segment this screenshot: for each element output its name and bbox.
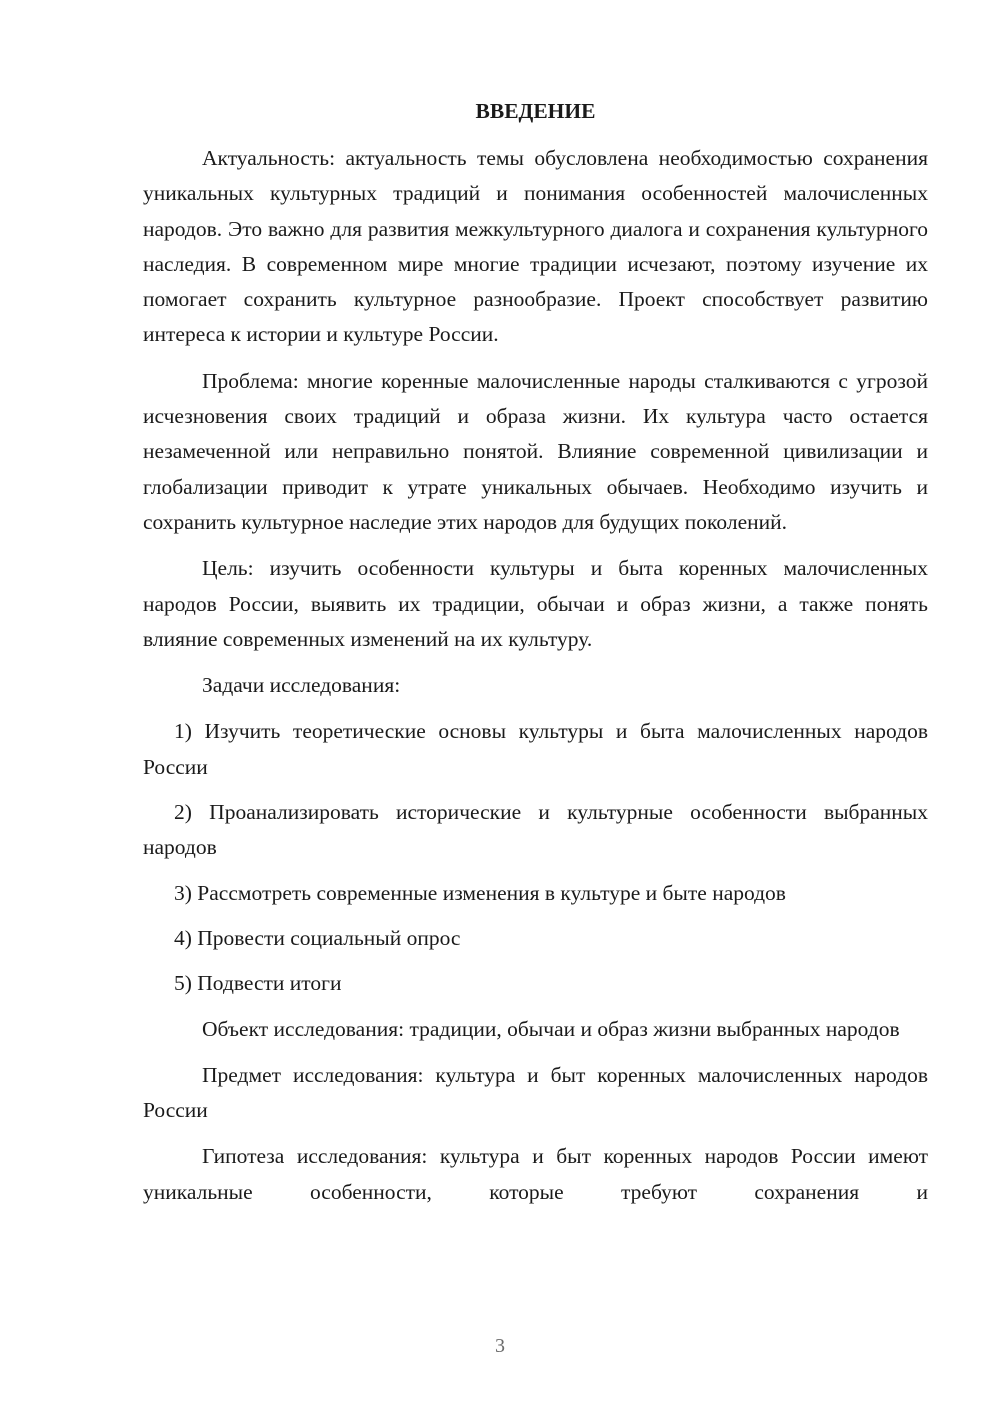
task-item-1: 1) Изучить теоретические основы культуры и быта малочисленных народов России [143, 719, 928, 779]
document-page [143, 94, 928, 1210]
object-paragraph: Объект исследования: традиции, обычаи и образ жизни выбранных народов [202, 1016, 900, 1041]
problem-paragraph: Проблема: многие коренные малочисленные народы сталкиваются с угрозой исчезновения своих традиций и образа жизни. Их культура часто остается незамеченной или неправильно понятой. Влияние современной цивилизации и глобализации приводит к утрате уникальных обычаев. Необходимо изучить и сохранить культурное наследие этих народов для будущих поколений. [143, 368, 928, 534]
subject-paragraph: Предмет исследования: культура и быт коренных малочисленных народов России [143, 1062, 928, 1123]
task-item-3: 3) Рассмотреть современные изменения в культуре и быте народов [174, 880, 786, 905]
page-number: 3 [495, 1335, 505, 1357]
task-item-5: 5) Подвести итоги [174, 971, 342, 996]
task-item-2: 2) Проанализировать исторические и культурные особенности выбранных народов [143, 800, 928, 860]
hypothesis-paragraph: Гипотеза исследования: культура и быт коренных народов России имеют уникальные особенности, которые требуют сохранения и [143, 1144, 928, 1204]
page-title: ВВЕДЕНИЕ [475, 99, 596, 123]
goal-paragraph: Цель: изучить особенности культуры и быта коренных малочисленных народов России, выявить их традиции, обычаи и образ жизни, а также понять влияние современных изменений на их культуру. [143, 556, 928, 651]
tasks-title: Задачи исследования: [202, 673, 401, 698]
relevance-paragraph: Актуальность: актуальность темы обусловлена необходимостью сохранения уникальных культурных традиций и понимания особенностей малочисленных народов. Это важно для развития межкультурного диалога и сохранения культурного наследия. В современном мире многие традиции исчезают, поэтому изучение их помогает сохранить культурное разнообразие. Проект способствует развитию интереса к истории и культуре России. [143, 146, 928, 347]
task-item-4: 4) Провести социальный опрос [174, 925, 461, 950]
